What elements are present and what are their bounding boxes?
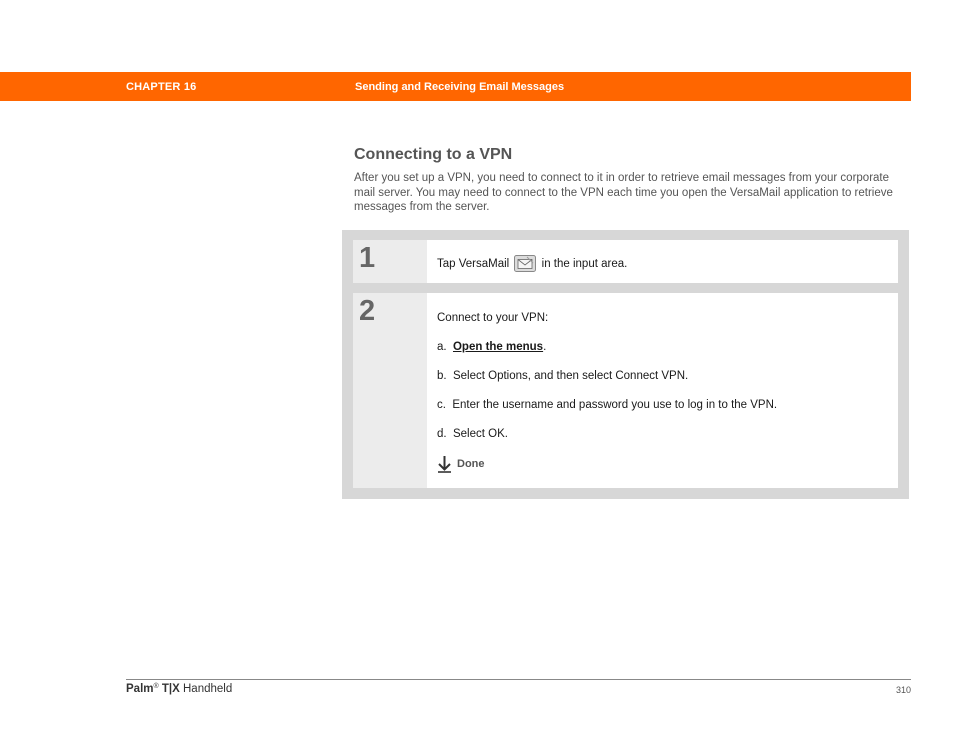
open-menus-link[interactable]: Open the menus	[452, 341, 544, 353]
section-title: Connecting to a VPN	[354, 146, 513, 163]
step-2-intro: Connect to your VPN:	[437, 312, 549, 324]
footer-brand: Palm	[126, 683, 154, 695]
substep-marker: d.	[437, 428, 447, 440]
steps-panel	[342, 230, 909, 499]
done-label: Done	[457, 458, 485, 470]
footer-model: T|X	[161, 683, 180, 695]
step-number-column	[353, 293, 427, 488]
substep-b	[437, 370, 890, 399]
done-indicator	[437, 455, 890, 473]
section-intro: After you set up a VPN, you need to connect to it in order to retrieve email messages from your corporate mail server. You may need to connect to the VPN each time you open the VersaMail application to retrieve messages from the server.	[354, 172, 893, 213]
page-number: 310	[895, 685, 911, 695]
chapter-label: CHAPTER 16	[126, 81, 197, 93]
step-number-column	[353, 240, 427, 283]
substep-text: Enter the username and password you use to log in to the VPN.	[452, 399, 778, 411]
step-number: 1	[359, 242, 376, 274]
registered-mark: ®	[153, 683, 159, 690]
substep-text: Select OK.	[452, 428, 508, 440]
footer-rule	[126, 679, 911, 680]
footer-product-name: Handheld	[183, 683, 233, 695]
substep-suffix: .	[543, 341, 547, 353]
down-arrow-icon	[437, 455, 452, 473]
substep-marker: a.	[437, 341, 447, 353]
step-2	[353, 293, 898, 488]
substep-d	[437, 428, 890, 457]
chapter-title: Sending and Receiving Email Messages	[355, 81, 565, 93]
substep-marker: b.	[437, 370, 447, 382]
versamail-icon	[514, 255, 536, 272]
step-1	[353, 240, 898, 283]
step-1-text: Tap VersaMail	[437, 258, 510, 270]
step-1-content	[437, 255, 890, 272]
substep-marker: c.	[437, 399, 446, 411]
step-2-content	[437, 312, 890, 473]
footer-product	[126, 683, 232, 695]
step-1-text-suffix: in the input area.	[541, 258, 628, 270]
substep-a	[437, 341, 890, 370]
substep-c	[437, 399, 890, 428]
step-number: 2	[359, 295, 376, 327]
substep-text: Select Options, and then select Connect VPN.	[452, 370, 689, 382]
